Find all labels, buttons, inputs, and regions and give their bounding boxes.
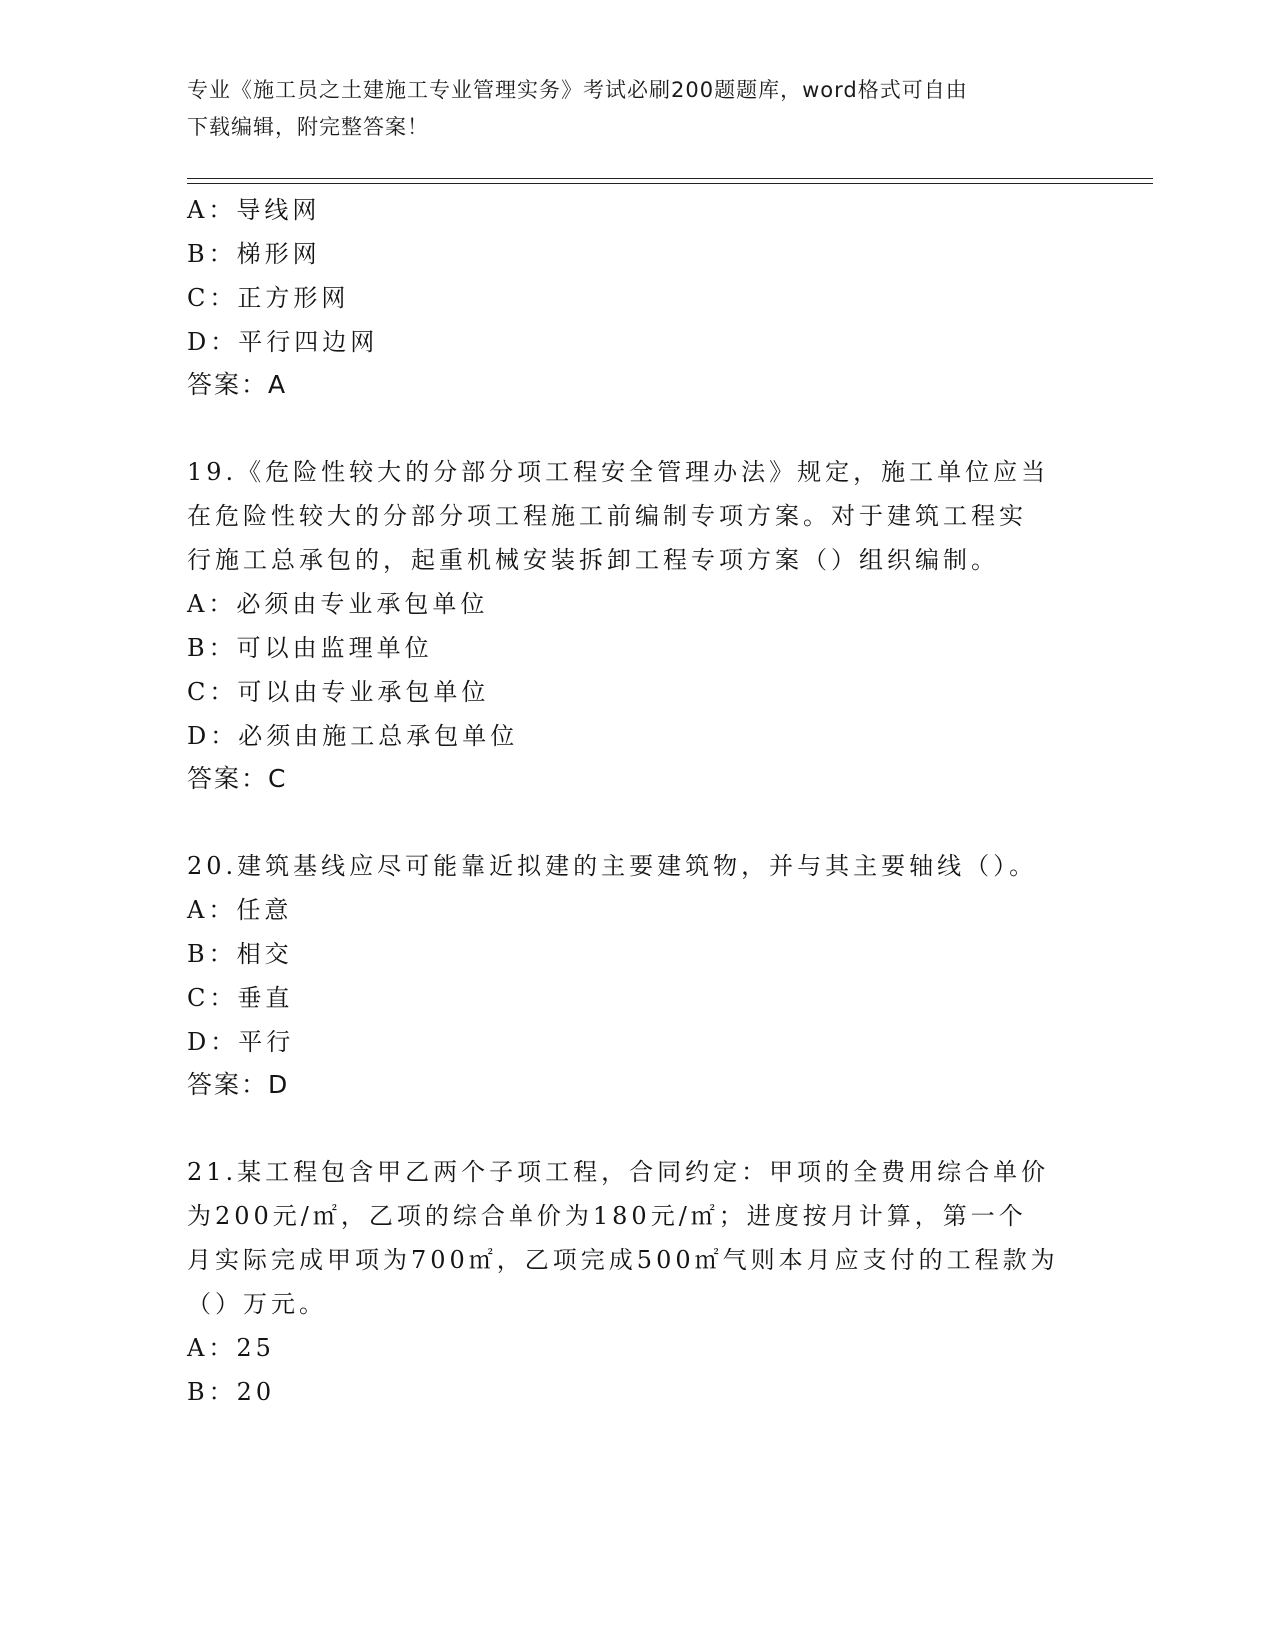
title-line-2: 下载编辑，附完整答案！	[187, 115, 429, 139]
question-stem-line-3: 行施工总承包的，起重机械安装拆卸工程专项方案（）组织编制。	[187, 546, 999, 574]
question-stem-line-1: 19.《危险性较大的分部分项工程安全管理办法》规定，施工单位应当	[187, 458, 1050, 486]
option-d: D：必须由施工总承包单位	[187, 722, 519, 750]
option-b: B：梯形网	[187, 240, 321, 268]
answer: 答案：A	[187, 370, 288, 399]
answer: 答案：C	[187, 764, 288, 793]
option-c: C：正方形网	[187, 284, 350, 312]
question-stem-line-1: 21.某工程包含甲乙两个子项工程，合同约定：甲项的全费用综合单价	[187, 1158, 1050, 1186]
title-line-1: 专业《施工员之土建施工专业管理实务》考试必刷200题题库，word格式可自由	[187, 78, 968, 102]
option-a: A：导线网	[187, 196, 321, 224]
option-d: D：平行四边网	[187, 328, 379, 356]
document-title	[187, 72, 1067, 146]
question-stem-line-2: 为200元/㎡，乙项的综合单价为180元/㎡；进度按月计算，第一个	[187, 1202, 1027, 1230]
header-divider-bottom	[187, 183, 1153, 184]
question-stem-line-1: 20.建筑基线应尽可能靠近拟建的主要建筑物，并与其主要轴线（）。	[187, 852, 1038, 880]
option-b: B：相交	[187, 940, 293, 968]
answer: 答案：D	[187, 1070, 290, 1099]
option-d: D：平行	[187, 1028, 295, 1056]
option-a: A：任意	[187, 896, 293, 924]
question-stem-line-3: 月实际完成甲项为700㎡，乙项完成500㎡气则本月应支付的工程款为	[187, 1246, 1059, 1274]
option-c: C：可以由专业承包单位	[187, 678, 490, 706]
question-stem-line-2: 在危险性较大的分部分项工程施工前编制专项方案。对于建筑工程实	[187, 502, 1027, 530]
option-a: A：25	[187, 1334, 275, 1362]
option-b: B：可以由监理单位	[187, 634, 433, 662]
option-a: A：必须由专业承包单位	[187, 590, 489, 618]
question-stem-line-4: （）万元。	[187, 1290, 327, 1318]
option-c: C：垂直	[187, 984, 294, 1012]
option-b: B：20	[187, 1378, 276, 1406]
header-divider-top	[187, 178, 1153, 179]
